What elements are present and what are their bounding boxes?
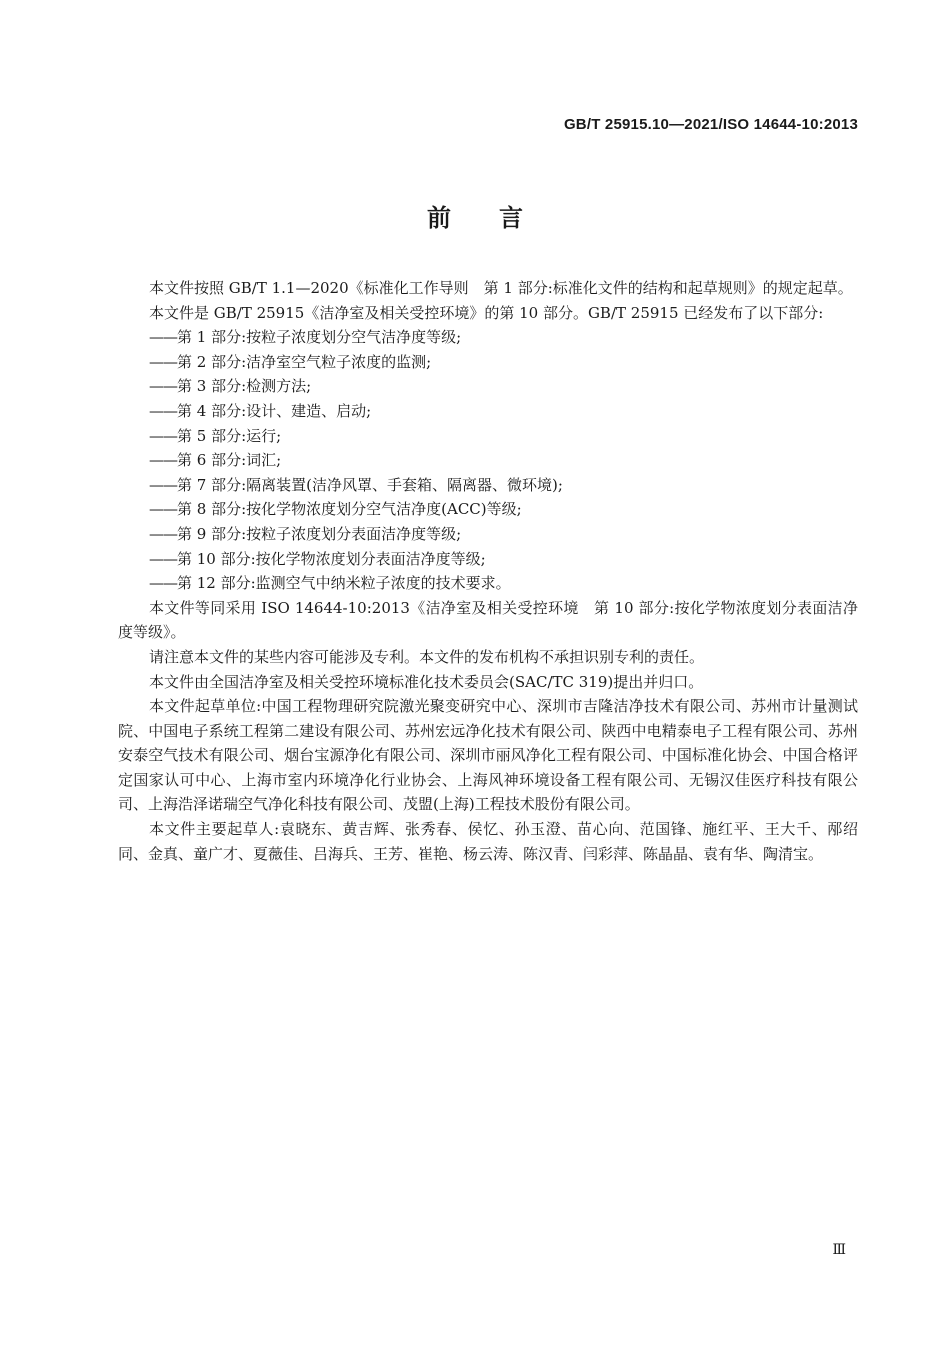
list-item-text: 第 4 部分:设计、建造、启动; (177, 401, 372, 420)
paragraph-drafters: 本文件主要起草人:袁晓东、黄吉辉、张秀春、侯忆、孙玉澄、苗心向、范国锋、施红平、王大千、邴绍同、金真、童广才、夏薇佳、吕海兵、王芳、崔艳、杨云涛、陈汉青、闫彩萍、陈晶晶、袁有华、陶清宝。 (118, 820, 858, 863)
list-item-text: 第 5 部分:运行; (177, 426, 282, 445)
page-number: Ⅲ (832, 1242, 846, 1258)
list-item-text: 第 10 部分:按化学物浓度划分表面洁净度等级; (177, 549, 486, 568)
list-item (118, 350, 858, 375)
dash-marker: —— (149, 475, 177, 494)
list-item-text: 第 8 部分:按化学物浓度划分空气洁净度(ACC)等级; (177, 500, 522, 519)
list-item-text: 第 9 部分:按粒子浓度划分表面洁净度等级; (177, 524, 462, 543)
paragraph-series-overview: 本文件是 GB/T 25915《洁净室及相关受控环境》的第 10 部分。GB/T 25915 已经发布了以下部分: (149, 303, 824, 322)
paragraph-drafting-organizations: 本文件起草单位:中国工程物理研究院激光聚变研究中心、深圳市吉隆洁净技术有限公司、苏州市计量测试院、中国电子系统工程第二建设有限公司、苏州宏远净化技术有限公司、陕西中电精泰电子工程有限公司、苏州安泰空气技术有限公司、烟台宝源净化有限公司、深圳市丽风净化工程有限公司、中国标准化协会、中国合格评定国家认可中心、上海市室内环境净化行业协会、上海风神环境设备工程有限公司、无锡汉佳医疗科技有限公司、上海浩泽诺瑞空气净化科技有限公司、茂盟(上海)工程技术股份有限公司。 (118, 697, 858, 814)
page-title: 前言 (427, 204, 571, 232)
list-item-text: 第 3 部分:检测方法; (177, 377, 312, 396)
dash-marker: —— (149, 352, 177, 371)
list-item (118, 399, 858, 424)
dash-marker: —— (149, 451, 177, 470)
list-item-text: 第 2 部分:洁净室空气粒子浓度的监测; (177, 352, 432, 371)
list-item (118, 325, 858, 350)
list-item (118, 571, 858, 596)
list-item (118, 424, 858, 449)
list-item (118, 473, 858, 498)
standard-number: GB/T 25915.10—2021/ISO 14644-10:2013 (563, 116, 858, 133)
list-item (118, 448, 858, 473)
dash-marker: —— (149, 377, 177, 396)
paragraph-iso-adoption: 本文件等同采用 ISO 14644-10:2013《洁净室及相关受控环境 第 10 部分:按化学物浓度划分表面洁净度等级》。 (118, 598, 858, 642)
list-item-text: 第 12 部分:监测空气中纳米粒子浓度的技术要求。 (177, 574, 511, 593)
dash-marker: —— (149, 524, 177, 543)
paragraph-drafting-rules: 本文件按照 GB/T 1.1—2020《标准化工作导则 第 1 部分:标准化文件的结构和起草规则》的规定起草。 (149, 279, 853, 297)
list-item-text: 第 6 部分:词汇; (177, 451, 282, 470)
list-item (118, 547, 858, 572)
list-item-text: 第 1 部分:按粒子浓度划分空气洁净度等级; (177, 328, 462, 347)
published-parts-list (118, 325, 858, 596)
dash-marker: —— (149, 401, 177, 420)
dash-marker: —— (149, 426, 177, 445)
foreword-body (118, 276, 858, 866)
dash-marker: —— (149, 500, 177, 519)
paragraph-committee: 本文件由全国洁净室及相关受控环境标准化技术委员会(SAC/TC 319)提出并归口。 (149, 672, 704, 691)
dash-marker: —— (149, 574, 177, 593)
dash-marker: —— (149, 549, 177, 568)
paragraph-patent-notice: 请注意本文件的某些内容可能涉及专利。本文件的发布机构不承担识别专利的责任。 (149, 647, 705, 666)
list-item-text: 第 7 部分:隔离装置(洁净风罩、手套箱、隔离器、微环境); (177, 475, 563, 494)
list-item (118, 497, 858, 522)
list-item (118, 522, 858, 547)
dash-marker: —— (149, 328, 177, 347)
list-item (118, 374, 858, 399)
